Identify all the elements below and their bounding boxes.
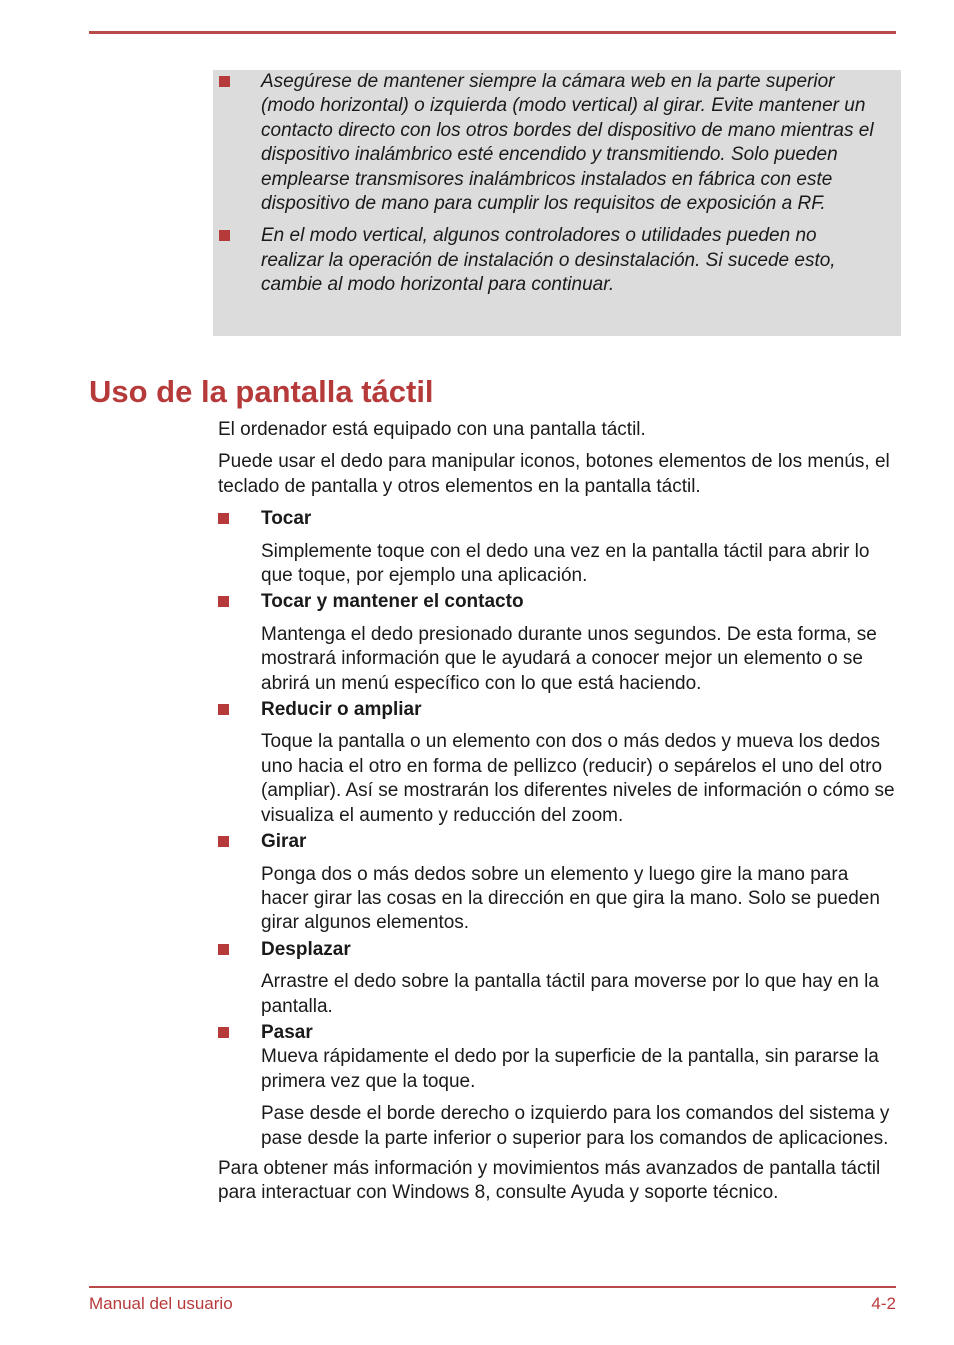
header-rule — [89, 31, 896, 34]
square-bullet-icon — [218, 944, 229, 955]
section-body — [218, 418, 898, 1214]
gesture-description: Mueva rápidamente el dedo por la superficie de la pantalla, sin pararse la primera vez que la toque. — [261, 1046, 879, 1092]
gesture-title: Girar — [261, 831, 307, 853]
note-text: En el modo vertical, algunos controladores o utilidades pueden no realizar la operación de instalación o desinstalación. Si sucede esto, cambie al modo horizontal para continuar. — [261, 225, 836, 296]
section-title: Uso de la pantalla táctil — [89, 374, 434, 409]
note-item — [261, 70, 883, 216]
square-bullet-icon — [218, 704, 229, 715]
gesture-description: Simplemente toque con el dedo una vez en la pantalla táctil para abrir lo que toque, por ejemplo una aplicación. — [261, 540, 870, 587]
intro-paragraph: Puede usar el dedo para manipular iconos, botones elementos de los menús, el teclado de pantalla y otros elementos en la pantalla táctil. — [218, 451, 890, 497]
footer-rule — [89, 1286, 896, 1288]
square-bullet-icon — [218, 596, 229, 607]
note-box — [213, 70, 901, 336]
square-bullet-icon — [219, 230, 230, 241]
gesture-title: Pasar — [261, 1021, 313, 1043]
footer-title: Manual del usuario — [89, 1294, 233, 1313]
closing-paragraph: Para obtener más información y movimientos más avanzados de pantalla táctil para interactuar con Windows 8, consulte Ayuda y soporte técnico. — [218, 1157, 881, 1204]
square-bullet-icon — [218, 836, 229, 847]
page-number: 4-2 — [871, 1294, 896, 1313]
note-item — [261, 224, 883, 297]
gesture-title: Desplazar — [261, 938, 351, 960]
gesture-description: Toque la pantalla o un elemento con dos o más dedos y mueva los dedos uno hacia el otro en forma de pellizco (reducir) o sepárelos el uno del otro (ampliar). Así se mostrarán los diferentes niveles de información o cómo se visualiza el aumento y reducción del zoom. — [261, 731, 895, 826]
intro-paragraph: El ordenador está equipado con una pantalla táctil. — [218, 419, 646, 440]
gesture-title: Tocar y mantener el contacto — [261, 591, 524, 613]
gesture-description: Arrastre el dedo sobre la pantalla táctil para moverse por lo que hay en la pantalla. — [261, 971, 879, 1017]
gesture-description: Ponga dos o más dedos sobre un elemento y luego gire la mano para hacer girar las cosas en la dirección en que gira la mano. Solo se pueden girar algunos elementos. — [261, 863, 880, 934]
gesture-item-desplazar — [218, 938, 898, 1019]
gesture-item-girar — [218, 830, 898, 936]
gesture-description: Mantenga el dedo presionado durante unos segundos. De esta forma, se mostrará información que le ayudará a conocer mejor un elemento o se abrirá un menú específico con lo que está haciendo. — [261, 623, 877, 694]
gesture-item-tocar-mantener — [218, 590, 898, 696]
gesture-title: Reducir o ampliar — [261, 699, 422, 721]
note-text: Asegúrese de mantener siempre la cámara web en la parte superior (modo horizontal) o izquierda (modo vertical) al girar. Evite mantener un contacto directo con los otros bordes del dispositivo de mano mientras el dispositivo inalámbrico esté encendido y transmitiendo. Solo pueden emplearse transmisores inalámbricos instalados en fábrica con este dispositivo de mano para cumplir los requisitos de exposición a RF. — [261, 71, 874, 215]
gesture-description: Pase desde el borde derecho o izquierdo para los comandos del sistema y pase desde la parte inferior o superior para los comandos de aplicaciones. — [261, 1103, 890, 1149]
square-bullet-icon — [218, 1027, 229, 1038]
gesture-title: Tocar — [261, 508, 312, 530]
gesture-item-tocar — [218, 507, 898, 588]
square-bullet-icon — [218, 513, 229, 524]
square-bullet-icon — [219, 76, 230, 87]
gesture-item-reducir-ampliar — [218, 698, 898, 828]
gesture-item-pasar — [218, 1021, 898, 1151]
